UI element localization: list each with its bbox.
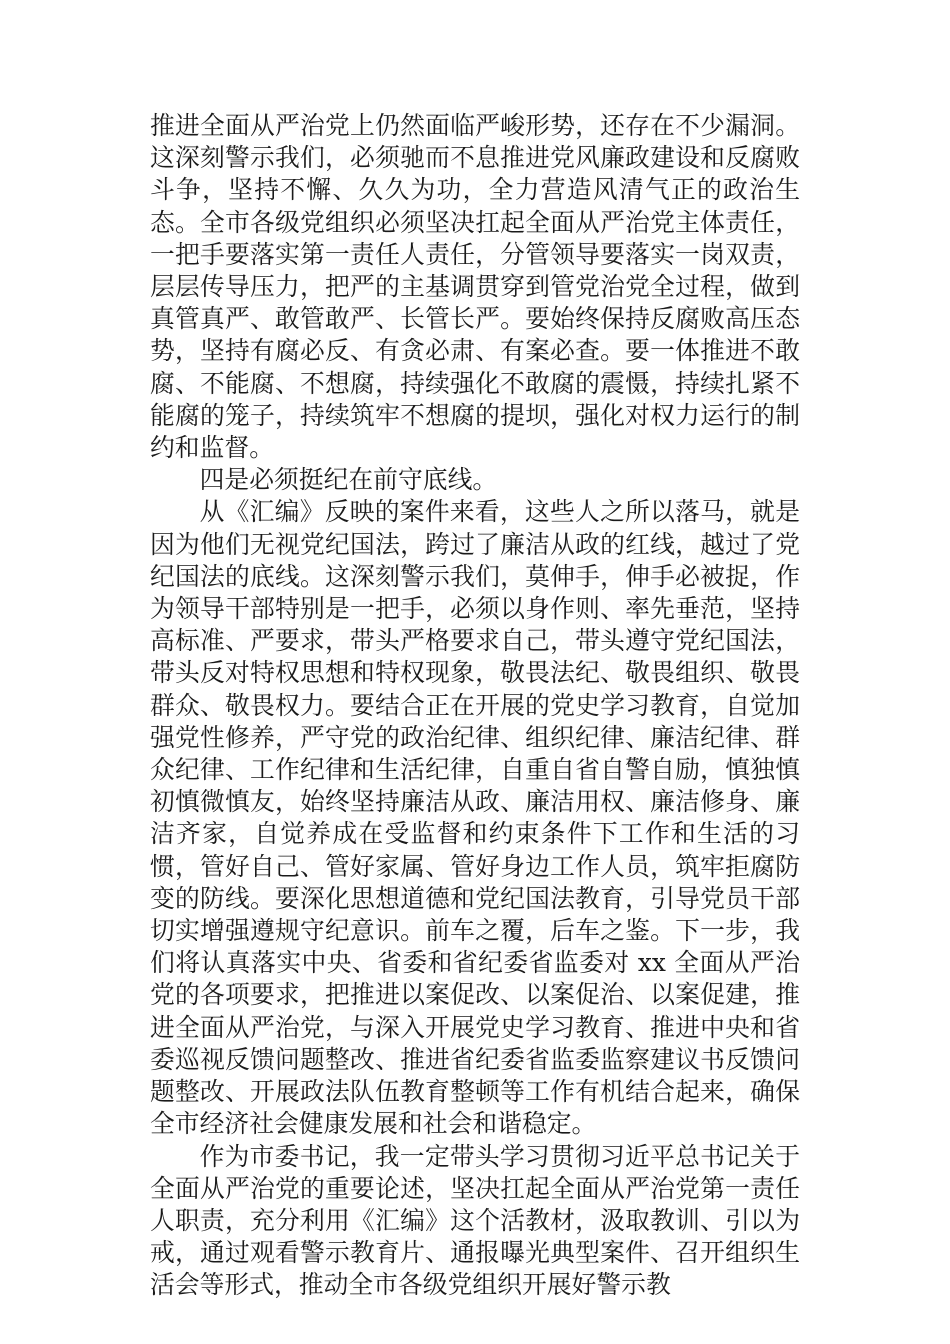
paragraph-casework: 从《汇编》反映的案件来看，这些人之所以落马，就是因为他们无视党纪国法，跨过了廉洁从政的红线，越过了党纪国法的底线。这深刻警示我们，莫伸手，伸手必被捉，作为领导干部特别是一把手，必须以身作则、率先垂范，坚持高标准、严要求，带头严格要求自己，带头遵守党纪国法，带头反对特权思想和特权现象，敬畏法纪、敬畏组织、敬畏群众、敬畏权力。要结合正在开展的党史学习教育，自觉加强党性修养，严守党的政治纪律、组织纪律、廉洁纪律、群众纪律、工作纪律和生活纪律，自重自省自警自励，慎独慎初慎微慎友，始终坚持廉洁从政、廉洁用权、廉洁修身、廉洁齐家，自觉养成在受监督和约束条件下工作和生活的习惯，管好自己、管好家属、管好身边工作人员，筑牢拒腐防变的防线。要深化思想道德和党纪国法教育，引导党员干部切实增强遵规守纪意识。前车之覆，后车之鉴。下一步，我们将认真落实中央、省委和省纪委省监委对 xx 全面从严治党的各项要求，把推进以案促改、以案促治、以案促建，推进全面从严治党，与深入开展党史学习教育、推进中央和省委巡视反馈问题整改、推进省纪委省监委监察建议书反馈问题整改、开展政法队伍教育整顿等工作有机结合起来，确保全市经济社会健康发展和社会和谐稳定。 <box>150 497 800 1139</box>
paragraph-secretary-commitment: 作为市委书记，我一定带头学习贯彻习近平总书记关于全面从严治党的重要论述，坚决扛起全面从严治党第一责任人职责，充分利用《汇编》这个活教材，汲取教训、引以为戒，通过观看警示教育片、通报曝光典型案件、召开组织生活会等形式，推动全市各级党组织开展好警示教 <box>150 1141 800 1300</box>
paragraph-continuation: 推进全面从严治党上仍然面临严峻形势，还存在不少漏洞。这深刻警示我们，必须驰而不息推进党风廉政建设和反腐败斗争，坚持不懈、久久为功，全力营造风清气正的政治生态。全市各级党组织必须坚决扛起全面从严治党主体责任，一把手要落实第一责任人责任，分管领导要落实一岗双责，层层传导压力，把严的主基调贯穿到管党治党全过程，做到真管真严、敢管敢严、长管长严。要始终保持反腐败高压态势，坚持有腐必反、有贪必肃、有案必查。要一体推进不敢腐、不能腐、不想腐，持续强化不敢腐的震慑，持续扎紧不能腐的笼子，持续筑牢不想腐的提坝，强化对权力运行的制约和监督。 <box>150 111 800 463</box>
document-body <box>150 110 800 1302</box>
section-heading-four: 四是必须挺纪在前守底线。 <box>199 465 498 495</box>
